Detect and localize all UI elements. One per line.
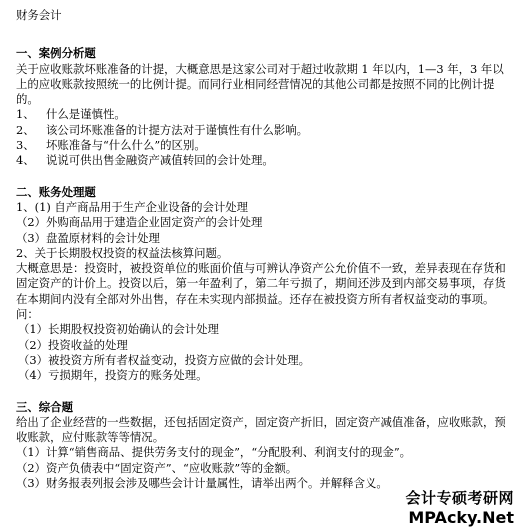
document-title: 财务会计 — [16, 8, 62, 22]
list-item: 1、 什么是谨慎性。 — [16, 107, 126, 122]
list-item: （1）长期股权投资初始确认的会计处理 — [18, 322, 219, 337]
list-item: （2）资产负债表中“固定资产”、“应收账款”等的金额。 — [16, 460, 298, 475]
list-item: （2）投资收益的处理 — [18, 337, 128, 352]
question-body: 大概意思是：投资时，被投资单位的账面价值与可辨认净资产公允价值不一致，差异表现在存货和固定资产的计价上。投资以后，第一年盈利了，第二年亏损了，期间还涉及到内部交易事项，存货在本期间内没有全部对外出售，存在未实现内部损益。还存在被投资方所有者权益变动的事项。 — [16, 261, 506, 306]
list-item: 2、 该公司坏账准备的计提方法对于谨慎性有什么影响。 — [16, 122, 308, 137]
list-item: （3）财务报表列报会涉及哪些会计计量属性，请举出两个。并解释含义。 — [16, 476, 388, 491]
question-title: 2、关于长期股权投资的权益法核算问题。 — [16, 245, 229, 260]
watermark — [405, 488, 514, 528]
question-ask: 问： — [16, 307, 39, 322]
list-item: （4）亏损期年，投资方的账务处理。 — [18, 368, 208, 383]
list-item: 1、(1) 自产商品用于生产企业设备的会计处理 — [16, 199, 249, 214]
section-intro: 给出了企业经营的一些数据，还包括固定资产，固定资产折旧，固定资产减值准备，应收账款，预收账款，应付账款等等情况。 — [16, 414, 506, 445]
list-item: 3、 坏账准备与“什么什么”的区别。 — [16, 138, 206, 153]
section-comprehensive — [16, 400, 514, 492]
section-heading: 三、综合题 — [16, 399, 73, 414]
list-item: （3）盘盈原材料的会计处理 — [16, 230, 160, 245]
section-heading: 二、账务处理题 — [16, 184, 96, 199]
list-item: （1）计算“销售商品、提供劳务支付的现金”，“分配股利、利润支付的现金”。 — [16, 445, 412, 460]
watermark-site: MPAcky.Net — [408, 508, 514, 527]
section-intro: 关于应收账款坏账准备的计提，大概意思是这家公司对于超过收款期 1 年以内，1—3 年，3 年以上的应收账款按照统一的比例计提。而同行业相同经营情况的其他公司都是按照不同的比例计提的。 — [16, 61, 504, 107]
list-item: （3）被投资方所有者权益变动，投资方应做的会计处理。 — [18, 352, 311, 367]
section-accounting-treatment — [16, 185, 514, 384]
document-page — [16, 8, 514, 491]
list-item: 4、 说说可供出售金融资产减值转回的会计处理。 — [16, 153, 274, 168]
section-case-analysis — [16, 46, 514, 168]
watermark-title: 会计专硕考研网 — [405, 489, 514, 507]
list-item: （2）外购商品用于建造企业固定资产的会计处理 — [16, 215, 263, 230]
section-heading: 一、案例分析题 — [16, 46, 96, 61]
